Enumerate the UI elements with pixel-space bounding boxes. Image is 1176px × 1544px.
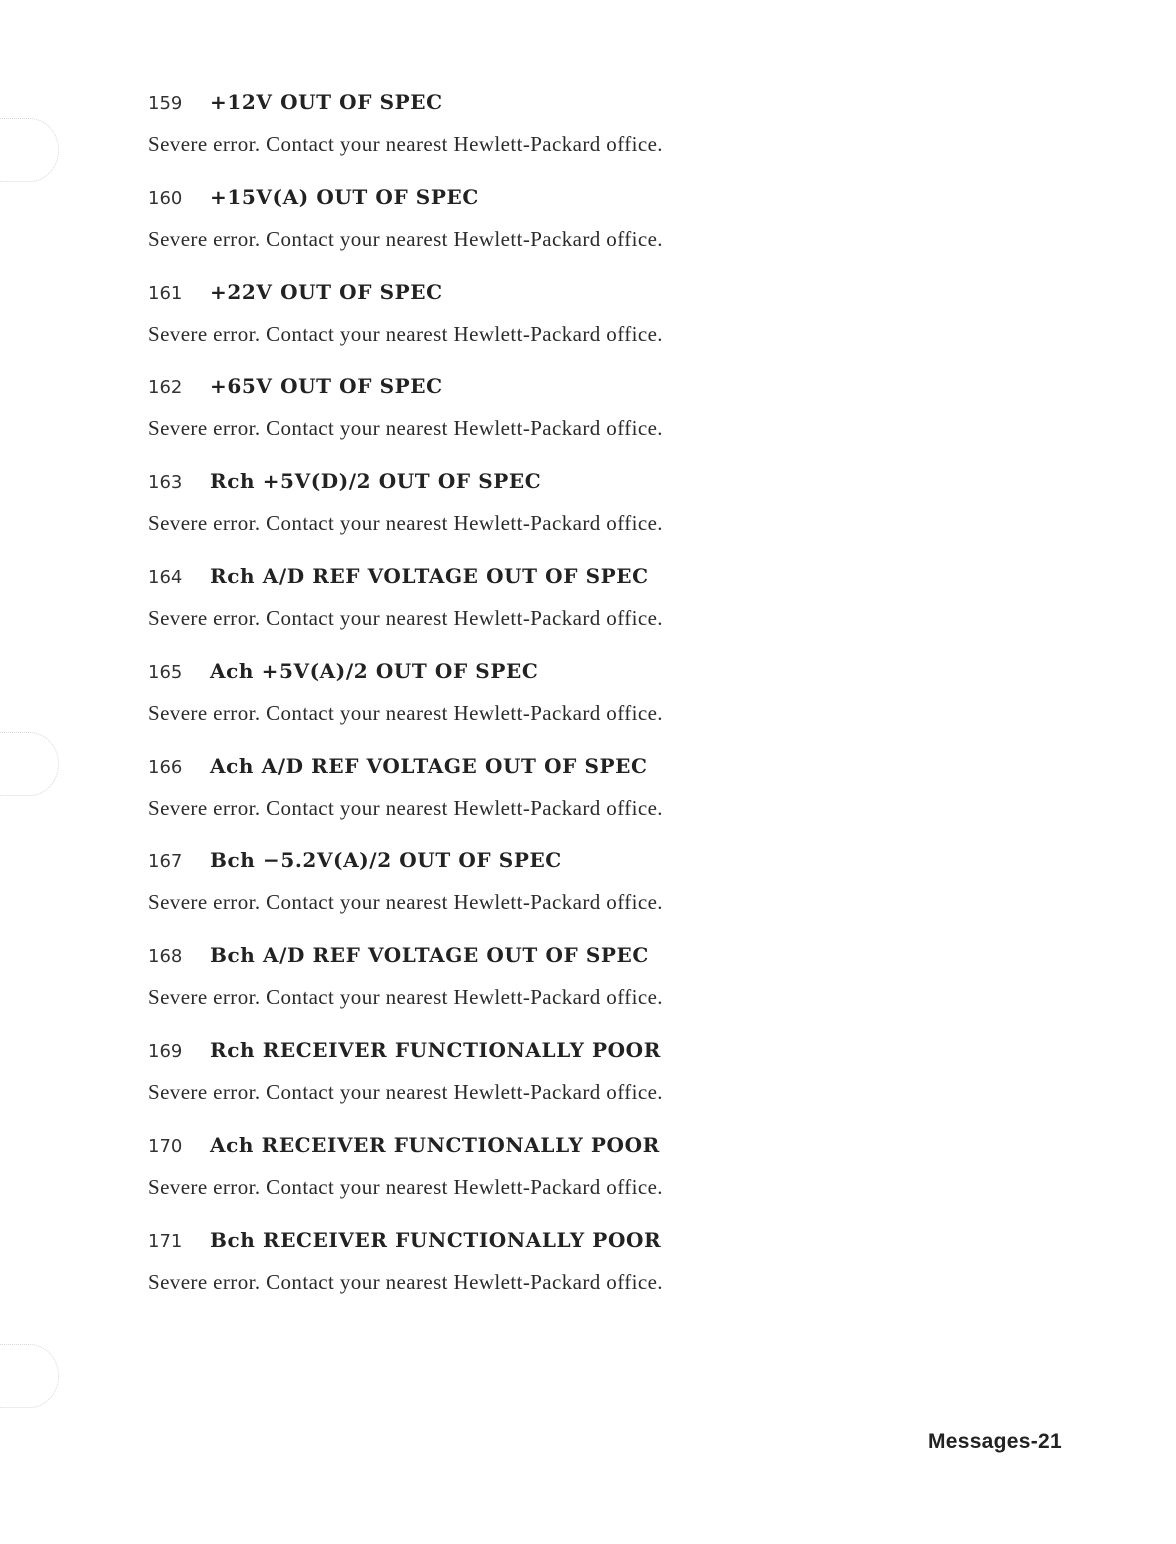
message-entry bbox=[148, 467, 1048, 562]
message-code: 162 bbox=[148, 377, 183, 399]
message-entry bbox=[148, 1036, 1048, 1131]
message-header bbox=[148, 846, 1048, 890]
message-entry bbox=[148, 278, 1048, 373]
message-header bbox=[148, 467, 1048, 511]
message-description: Severe error. Contact your nearest Hewlett-Packard office. bbox=[148, 1174, 663, 1199]
message-entry bbox=[148, 562, 1048, 657]
message-list bbox=[148, 88, 1048, 1320]
message-entry bbox=[148, 941, 1048, 1036]
message-entry bbox=[148, 372, 1048, 467]
message-header bbox=[148, 88, 1048, 132]
message-title: Rch +5V(D)/2 OUT OF SPEC bbox=[210, 469, 542, 494]
message-code: 167 bbox=[148, 851, 183, 873]
message-header bbox=[148, 657, 1048, 701]
message-entry bbox=[148, 846, 1048, 941]
message-title: Bch RECEIVER FUNCTIONALLY POOR bbox=[210, 1227, 662, 1252]
message-code: 161 bbox=[148, 282, 183, 304]
message-title: Ach A/D REF VOLTAGE OUT OF SPEC bbox=[210, 753, 648, 778]
message-code: 168 bbox=[148, 946, 183, 968]
message-code: 159 bbox=[148, 93, 183, 114]
message-code: 160 bbox=[148, 187, 183, 209]
message-code: 163 bbox=[148, 472, 183, 494]
page-number-label: Messages-21 bbox=[927, 1430, 1062, 1453]
message-title: Ach RECEIVER FUNCTIONALLY POOR bbox=[210, 1132, 660, 1157]
message-entry bbox=[148, 183, 1048, 278]
message-description: Severe error. Contact your nearest Hewlett-Packard office. bbox=[148, 890, 663, 915]
message-description: Severe error. Contact your nearest Hewlett-Packard office. bbox=[148, 321, 663, 346]
message-entry bbox=[148, 88, 1048, 183]
message-description: Severe error. Contact your nearest Hewlett-Packard office. bbox=[148, 132, 663, 156]
message-title: Rch RECEIVER FUNCTIONALLY POOR bbox=[210, 1037, 661, 1062]
message-title: +22V OUT OF SPEC bbox=[210, 279, 443, 304]
message-code: 165 bbox=[148, 661, 183, 683]
message-header bbox=[148, 183, 1048, 227]
message-code: 169 bbox=[148, 1040, 183, 1062]
message-description: Severe error. Contact your nearest Hewlett-Packard office. bbox=[148, 1269, 663, 1294]
message-title: Ach +5V(A)/2 OUT OF SPEC bbox=[210, 658, 539, 683]
message-entry bbox=[148, 657, 1048, 752]
message-entry bbox=[148, 1226, 1048, 1321]
message-title: Bch A/D REF VOLTAGE OUT OF SPEC bbox=[210, 943, 649, 968]
message-code: 166 bbox=[148, 756, 183, 778]
message-code: 171 bbox=[148, 1230, 183, 1252]
message-header bbox=[148, 941, 1048, 985]
message-title: Rch A/D REF VOLTAGE OUT OF SPEC bbox=[210, 563, 649, 588]
punch-hole-bottom bbox=[0, 1344, 59, 1408]
message-entry bbox=[148, 1131, 1048, 1226]
message-description: Severe error. Contact your nearest Hewlett-Packard office. bbox=[148, 1079, 663, 1104]
message-title: +12V OUT OF SPEC bbox=[210, 90, 443, 114]
message-code: 170 bbox=[148, 1135, 183, 1157]
message-description: Severe error. Contact your nearest Hewlett-Packard office. bbox=[148, 605, 663, 630]
message-description: Severe error. Contact your nearest Hewlett-Packard office. bbox=[148, 700, 663, 725]
message-title: Bch −5.2V(A)/2 OUT OF SPEC bbox=[210, 848, 562, 873]
punch-hole-top bbox=[0, 118, 59, 182]
message-header bbox=[148, 372, 1048, 416]
message-header bbox=[148, 562, 1048, 606]
message-header bbox=[148, 1131, 1048, 1175]
message-entry bbox=[148, 752, 1048, 847]
punch-hole-middle bbox=[0, 732, 59, 796]
message-description: Severe error. Contact your nearest Hewlett-Packard office. bbox=[148, 795, 663, 820]
message-description: Severe error. Contact your nearest Hewlett-Packard office. bbox=[148, 511, 663, 536]
message-header bbox=[148, 1036, 1048, 1080]
message-header bbox=[148, 1226, 1048, 1270]
message-header bbox=[148, 752, 1048, 796]
message-description: Severe error. Contact your nearest Hewlett-Packard office. bbox=[148, 226, 663, 251]
message-description: Severe error. Contact your nearest Hewlett-Packard office. bbox=[148, 985, 663, 1010]
message-description: Severe error. Contact your nearest Hewlett-Packard office. bbox=[148, 416, 663, 441]
message-title: +15V(A) OUT OF SPEC bbox=[210, 184, 479, 209]
message-title: +65V OUT OF SPEC bbox=[210, 374, 443, 399]
message-header bbox=[148, 278, 1048, 322]
message-code: 164 bbox=[148, 566, 183, 588]
